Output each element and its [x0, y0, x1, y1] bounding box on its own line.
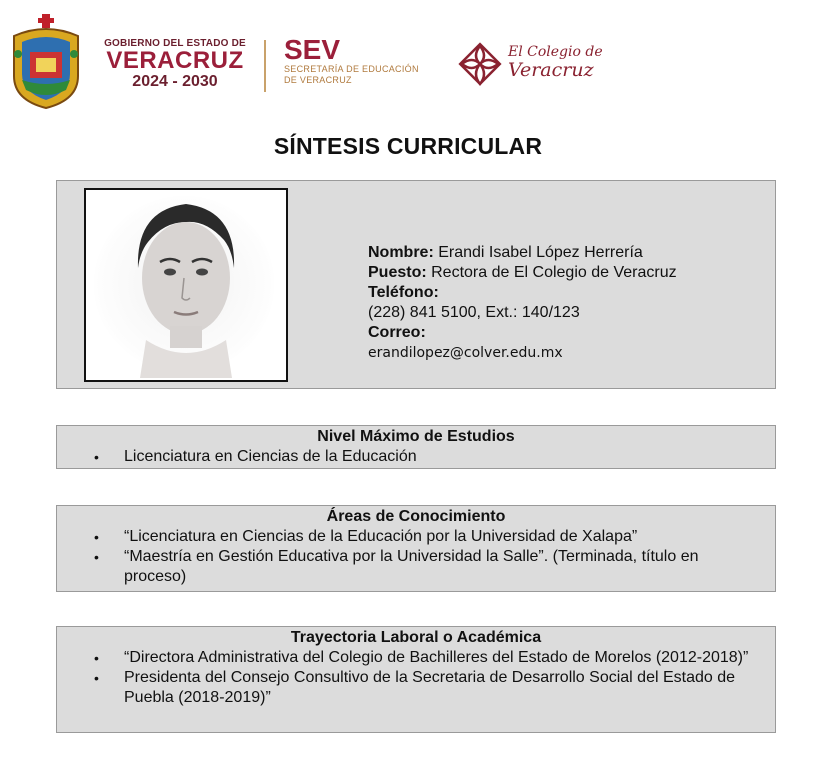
sev-logo [284, 36, 419, 86]
list-item: • “Licenciatura en Ciencias de la Educación por la Universidad de Xalapa” [124, 527, 775, 547]
logo-divider [264, 40, 266, 92]
veracruz-coat-of-arms-icon [8, 14, 84, 110]
position-row [368, 263, 677, 283]
government-logo [100, 38, 250, 91]
colegio-logo [458, 40, 608, 90]
portrait-image [86, 190, 286, 380]
position-label: Puesto: [368, 264, 427, 281]
profile-box [56, 180, 776, 389]
education-section [56, 425, 776, 469]
bullet-list [57, 527, 775, 587]
list-item: • “Directora Administrativa del Colegio de Bachilleres del Estado de Morelos (2012-2018)” [124, 648, 775, 668]
bullet-list [57, 447, 775, 467]
list-item: • Licenciatura en Ciencias de la Educación [124, 447, 775, 467]
profile-photo [84, 188, 288, 382]
email-label: Correo: [368, 324, 426, 341]
contact-info [368, 243, 677, 363]
colegio-line-2: Veracruz [508, 59, 594, 81]
sev-line-1: SECRETARÍA DE EDUCACIÓN [284, 64, 419, 74]
phone-value: (228) 841 5100, Ext.: 140/123 [368, 304, 580, 321]
section-title: Nivel Máximo de Estudios [317, 428, 515, 445]
email-value: erandilopez@colver.edu.mx [368, 345, 563, 361]
sev-line-2: DE VERACRUZ [284, 75, 352, 85]
knowledge-areas-section [56, 505, 776, 592]
career-section [56, 626, 776, 733]
name-label: Nombre: [368, 244, 434, 261]
flower-emblem-icon [458, 42, 502, 88]
document-header [0, 0, 816, 120]
list-item: • Presidenta del Consejo Consultivo de la Secretaria de Desarrollo Social del Estado de Puebla (2018-2019)” [124, 668, 775, 708]
gov-line-2: VERACRUZ [106, 47, 244, 74]
page-title: SÍNTESIS CURRICULAR [273, 133, 543, 159]
phone-label: Teléfono: [368, 284, 439, 301]
gov-line-1: GOBIERNO DEL ESTADO DE [104, 38, 246, 49]
position-value: Rectora de El Colegio de Veracruz [431, 264, 677, 281]
name-value: Erandi Isabel López Herrería [438, 244, 643, 261]
section-title: Áreas de Conocimiento [326, 508, 506, 525]
bullet-list [57, 648, 775, 708]
section-title: Trayectoria Laboral o Académica [290, 629, 542, 646]
phone-label-row [368, 283, 677, 303]
sev-acronym: SEV [284, 34, 341, 65]
name-row [368, 243, 677, 263]
colegio-line-1: El Colegio de [508, 44, 603, 60]
list-item: • “Maestría en Gestión Educativa por la Universidad la Salle”. (Terminada, título en proceso) [124, 547, 775, 587]
email-label-row [368, 323, 677, 343]
gov-line-3: 2024 - 2030 [132, 73, 218, 90]
